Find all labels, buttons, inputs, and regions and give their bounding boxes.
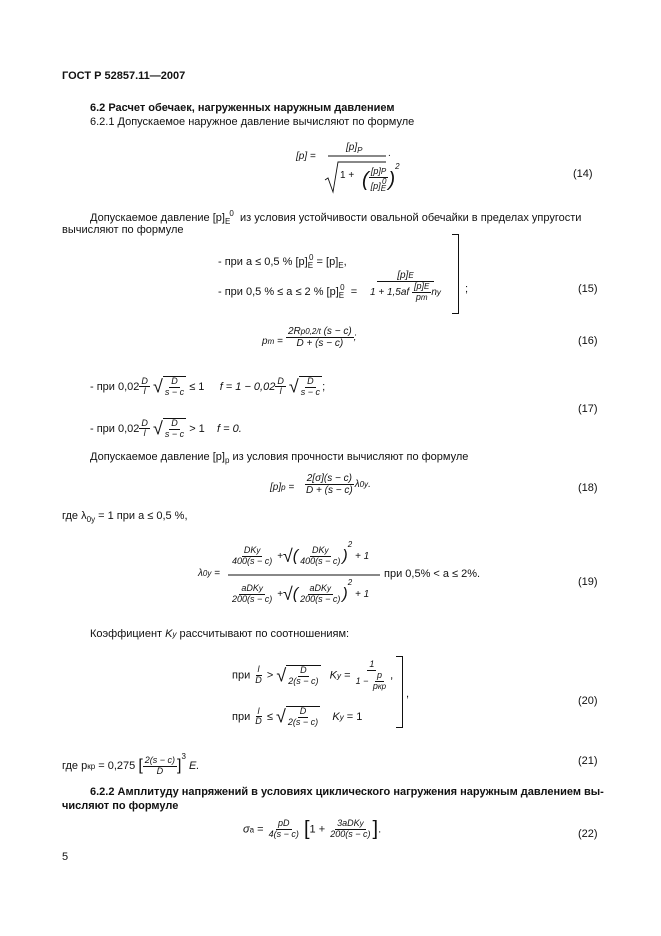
eq15b: - при 0,5 % ≤ a ≤ 2 % $[p]_E^0$ = <box>218 283 358 300</box>
eq21-label: (21) <box>578 755 598 767</box>
eq14-label: (14) <box>573 168 593 180</box>
eq15-semicolon: ; <box>465 283 469 295</box>
eq20b: при $\frac{l}{D}$ ≤ √ $\frac{D}{2(s - c)}$ Ky = 1 <box>232 705 363 727</box>
eq19-lhs: λ0y = <box>198 568 220 579</box>
eq14-num: $[p]_P$ <box>346 142 363 155</box>
eq15-brace <box>452 234 459 314</box>
eq20-comma: , <box>406 688 410 700</box>
eq14-lhs: [p] = <box>296 151 316 162</box>
eq19-cond: при 0,5% < a ≤ 2%. <box>384 568 481 580</box>
clause-6-2-2-line2: числяют по формуле <box>62 800 179 812</box>
eq14-one-plus: 1 + <box>340 170 355 181</box>
eq14-end: . <box>388 148 391 159</box>
para-allow-1: Допускаемое давление $[p]_E$ $^0$ из условия устойчивости овальной обечайки в пределах упругости <box>90 209 582 226</box>
eq18-lhs: [p]p = <box>270 482 295 493</box>
eq16-lhs: pт = <box>262 336 283 347</box>
equation-22: σa = $\frac{pD}{4(s - c)}$ [1 + $\frac{\text{3aDKy}}{200(s - c)}$ ]. <box>243 818 382 840</box>
eq17-label: (17) <box>578 403 598 415</box>
eq15-label: (15) <box>578 283 598 295</box>
para-strength: Допускаемое давление $[p]_p$ из условия прочности вычисляют по формуле <box>90 451 469 465</box>
eq19-denominator: $\frac{\text{aDKy}}{200(s - c)}$ +√( $\frac{\text{aDKy}}{200(s - c)}$ )$^2$ + 1 <box>232 578 370 604</box>
para-allow-2: вычисляют по формуле <box>62 224 184 236</box>
para-coefficient: Коэффициент Ky рассчитывают по соотношениям: <box>90 628 350 640</box>
eq19-label: (19) <box>578 576 598 588</box>
eq15b-frac: [p]E 1 + 1,5af $\frac{[p]E}{pт}$ ny <box>370 270 441 302</box>
eq16-frac: $\frac{2Rp0,2/t (s - c)}{D + (s - c)}$ ; <box>288 326 357 349</box>
eq17a: - при 0,02 $\frac{D}{l}$ √ $\frac{D}{s - c}$ ≤ 1 f = 1 − 0,02 $\frac{D}{l}$ √ $\frac{D}{s - c}$ ; <box>90 375 326 397</box>
document-header: ГОСТ Р 52857.11—2007 <box>62 70 186 82</box>
where-lambda: где $\lambda_{0y} = 1$ при a ≤ 0,5 %, <box>62 510 188 524</box>
eq19-main-bar <box>228 574 380 576</box>
eq20-brace <box>396 656 403 728</box>
eq14-inner: ( $\frac{[p]P}{[p]E0}$ )$^2$ <box>362 162 400 193</box>
eq18-label: (18) <box>578 482 598 494</box>
eq18-frac: $\frac{2[\sigma](s - c)}{D + (s - c)}$ λ0y. <box>306 473 371 496</box>
eq16-label: (16) <box>578 335 598 347</box>
eq22-label: (22) <box>578 828 598 840</box>
eq19-numerator: $\frac{\text{DKy}}{400(s - c)}$ +√( $\frac{\text{DKy}}{400(s - c)}$ )$^2$ + 1 <box>232 540 370 566</box>
eq15a: - при a ≤ 0,5 % $[p]_E^0 = [p]_E$, <box>218 253 347 270</box>
page-number: 5 <box>62 851 69 863</box>
eq20a: при $\frac{l}{D}$ > √ $\frac{D}{2(s - c)}$ Ky = 1 1 − $\frac{p}{\text{pкр}}$ , <box>232 659 394 691</box>
eq17b: - при 0,02 $\frac{D}{l}$ √ $\frac{D}{s - c}$ > 1 f = 0. <box>90 417 242 439</box>
section-title: 6.2 Расчет обечаек, нагруженных наружным давлением <box>90 102 395 114</box>
clause-6-2-1: 6.2.1 Допускаемое наружное давление вычисляют по формуле <box>90 116 415 128</box>
eq20-label: (20) <box>578 695 598 707</box>
equation-21: где pкр = 0,275 [ $\frac{2(s - c)}{D}$ ]$^3$ E. <box>62 752 200 776</box>
clause-6-2-2-line1: 6.2.2 Амплитуду напряжений в условиях циклического нагружения наружным давлением вы- <box>90 786 604 798</box>
